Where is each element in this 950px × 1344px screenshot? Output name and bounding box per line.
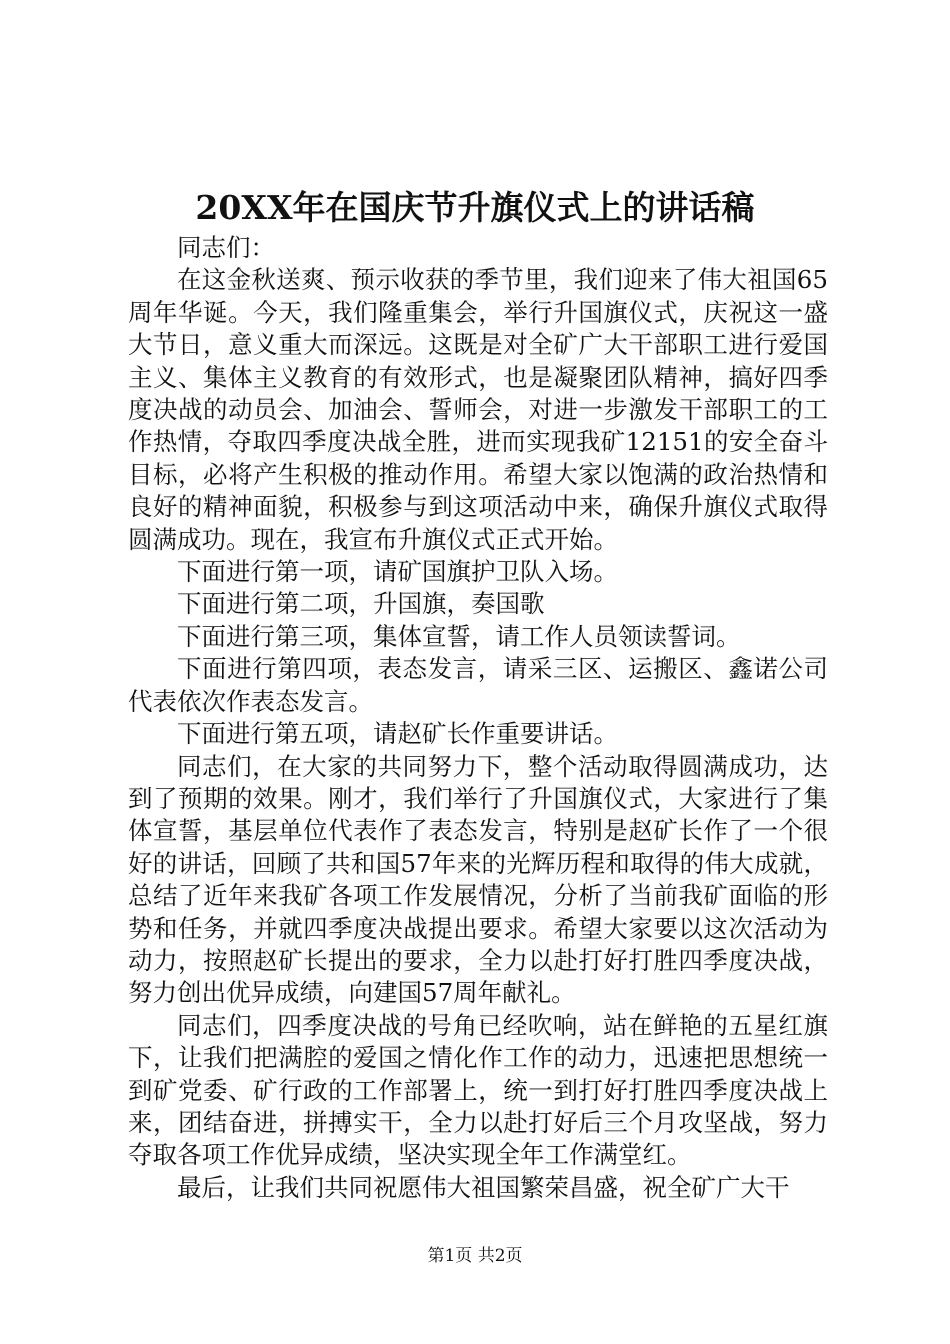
paragraph-item-2: 下面进行第二项，升国旗，奏国歌 xyxy=(177,589,545,619)
paragraph-item-3: 下面进行第三项，集体宣誓，请工作人员领读誓词。 xyxy=(177,621,741,651)
document-title: 20XX年在国庆节升旗仪式上的讲话稿 xyxy=(195,188,755,227)
paragraph-salutation: 同志们： xyxy=(177,233,275,262)
paragraph-summary: 同志们，在大家的共同努力下，整个活动取得圆满成功，达到了预期的效果。刚才，我们举行了升国旗仪式，大家进行了集体宣誓，基层单位代表作了表态发言，特别是赵矿长作了一个很好的讲话，回顾了共和国57年来的光辉历程和取得的伟大成就，总结了近年来我矿各项工作发展情况，分析了当前我矿面临的形势和任务，并就四季度决战提出要求。希望大家要以这次活动为动力，按照赵矿长提出的要求，全力以赴打好打胜四季度决战，努力创出优异成绩，向建国57周年献礼。 xyxy=(128,751,828,1008)
paragraph-call-to-action: 同志们，四季度决战的号角已经吹响，站在鲜艳的五星红旗下，让我们把满腔的爱国之情化作工作的动力，迅速把思想统一到矿党委、矿行政的工作部署上，统一到打好打胜四季度决战上来，团结奋进，拼搏实干，全力以赴打好后三个月攻坚战，努力夺取各项工作优异成绩，坚决实现全年工作满堂红。 xyxy=(128,1010,828,1170)
paragraph-opening: 在这金秋送爽、预示收获的季节里，我们迎来了伟大祖国65周年华诞。今天，我们隆重集会，举行升国旗仪式，庆祝这一盛大节日，意义重大而深远。这既是对全矿广大干部职工进行爱国主义、集体主义教育的有效形式，也是凝聚团队精神，搞好四季度决战的动员会、加油会、誓师会，对进一步激发干部职工的工作热情，夺取四季度决战全胜，进而实现我矿12151的安全奋斗目标，必将产生积极的推动作用。希望大家以饱满的政治热情和良好的精神面貌，积极参与到这项活动中来，确保升旗仪式取得圆满成功。现在，我宣布升旗仪式正式开始。 xyxy=(128,265,828,554)
paragraph-item-1: 下面进行第一项，请矿国旗护卫队入场。 xyxy=(177,557,618,587)
document-body xyxy=(128,232,828,1204)
page-footer: 第1页 共2页 xyxy=(427,1246,523,1266)
paragraph-closing: 最后，让我们共同祝愿伟大祖国繁荣昌盛，祝全矿广大干 xyxy=(177,1172,790,1202)
paragraph-item-5: 下面进行第五项，请赵矿长作重要讲话。 xyxy=(177,719,618,749)
paragraph-item-4: 下面进行第四项，表态发言，请采三区、运搬区、鑫诺公司代表依次作表态发言。 xyxy=(128,654,828,716)
